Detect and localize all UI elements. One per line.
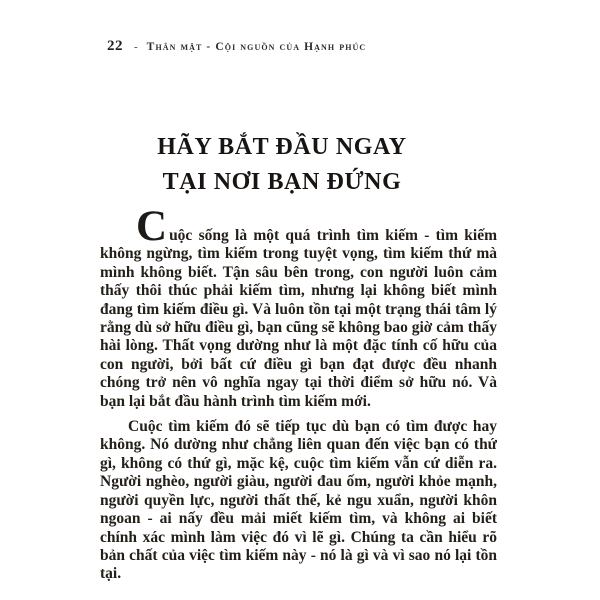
paragraph [100,418,497,584]
running-head-book-title: Thân mật - Cội nguồn của Hạnh phúc [146,41,367,53]
chapter-title-line-2: TẠI NƠI BẠN ĐỨNG [162,169,402,195]
raised-cap-initial: C [136,203,168,250]
page-number: 22 [107,38,123,54]
chapter-title [82,130,482,200]
paragraph [100,203,497,411]
paragraph-text: Cuộc tìm kiếm đó sẽ tiếp tục dù bạn có tìm được hay không. Nó dường như chẳng liên quan đến việc bạn có thứ gì, không có thứ gì, mặc kệ, cuộc tìm kiếm vẫn cứ diễn ra. Người nghèo, người giàu, người đau ốm, người khỏe mạnh, người quyền lực, người thất thế, kẻ ngu xuẩn, người khôn ngoan - ai nấy đều mải miết kiếm tìm, và không ai biết chính xác mình làm việc đó vì lẽ gì. Chúng ta cần hiểu rõ bản chất của việc tìm kiếm này - nó là gì và vì sao nó lại tồn tại. [100,418,497,583]
running-head [107,37,366,55]
paragraph-text: uộc sống là một quá trình tìm kiếm - tìm kiếm không ngừng, tìm kiếm trong tuyệt vọng, tìm kiếm thứ mà mình không biết. Tận sâu bên trong, con người luôn cảm thấy thôi thúc phải kiếm tìm, nhưng lại không biết mình đang tìm kiếm điều gì. Và luôn tồn tại một trạng thái tâm lý rằng dù sở hữu điều gì, bạn cũng sẽ không bao giờ cảm thấy hài lòng. Thất vọng dường như là một đặc tính cố hữu của con người, bởi bất cứ điều gì bạn đạt được đều nhanh chóng trở nên vô nghĩa ngay tại thời điểm sở hữu nó. Và bạn lại bắt đầu hành trình tìm kiếm mới. [100,227,497,410]
body-text [100,203,497,584]
chapter-title-line-1: HÃY BẮT ĐẦU NGAY [157,134,407,160]
running-head-separator: - [134,41,138,53]
